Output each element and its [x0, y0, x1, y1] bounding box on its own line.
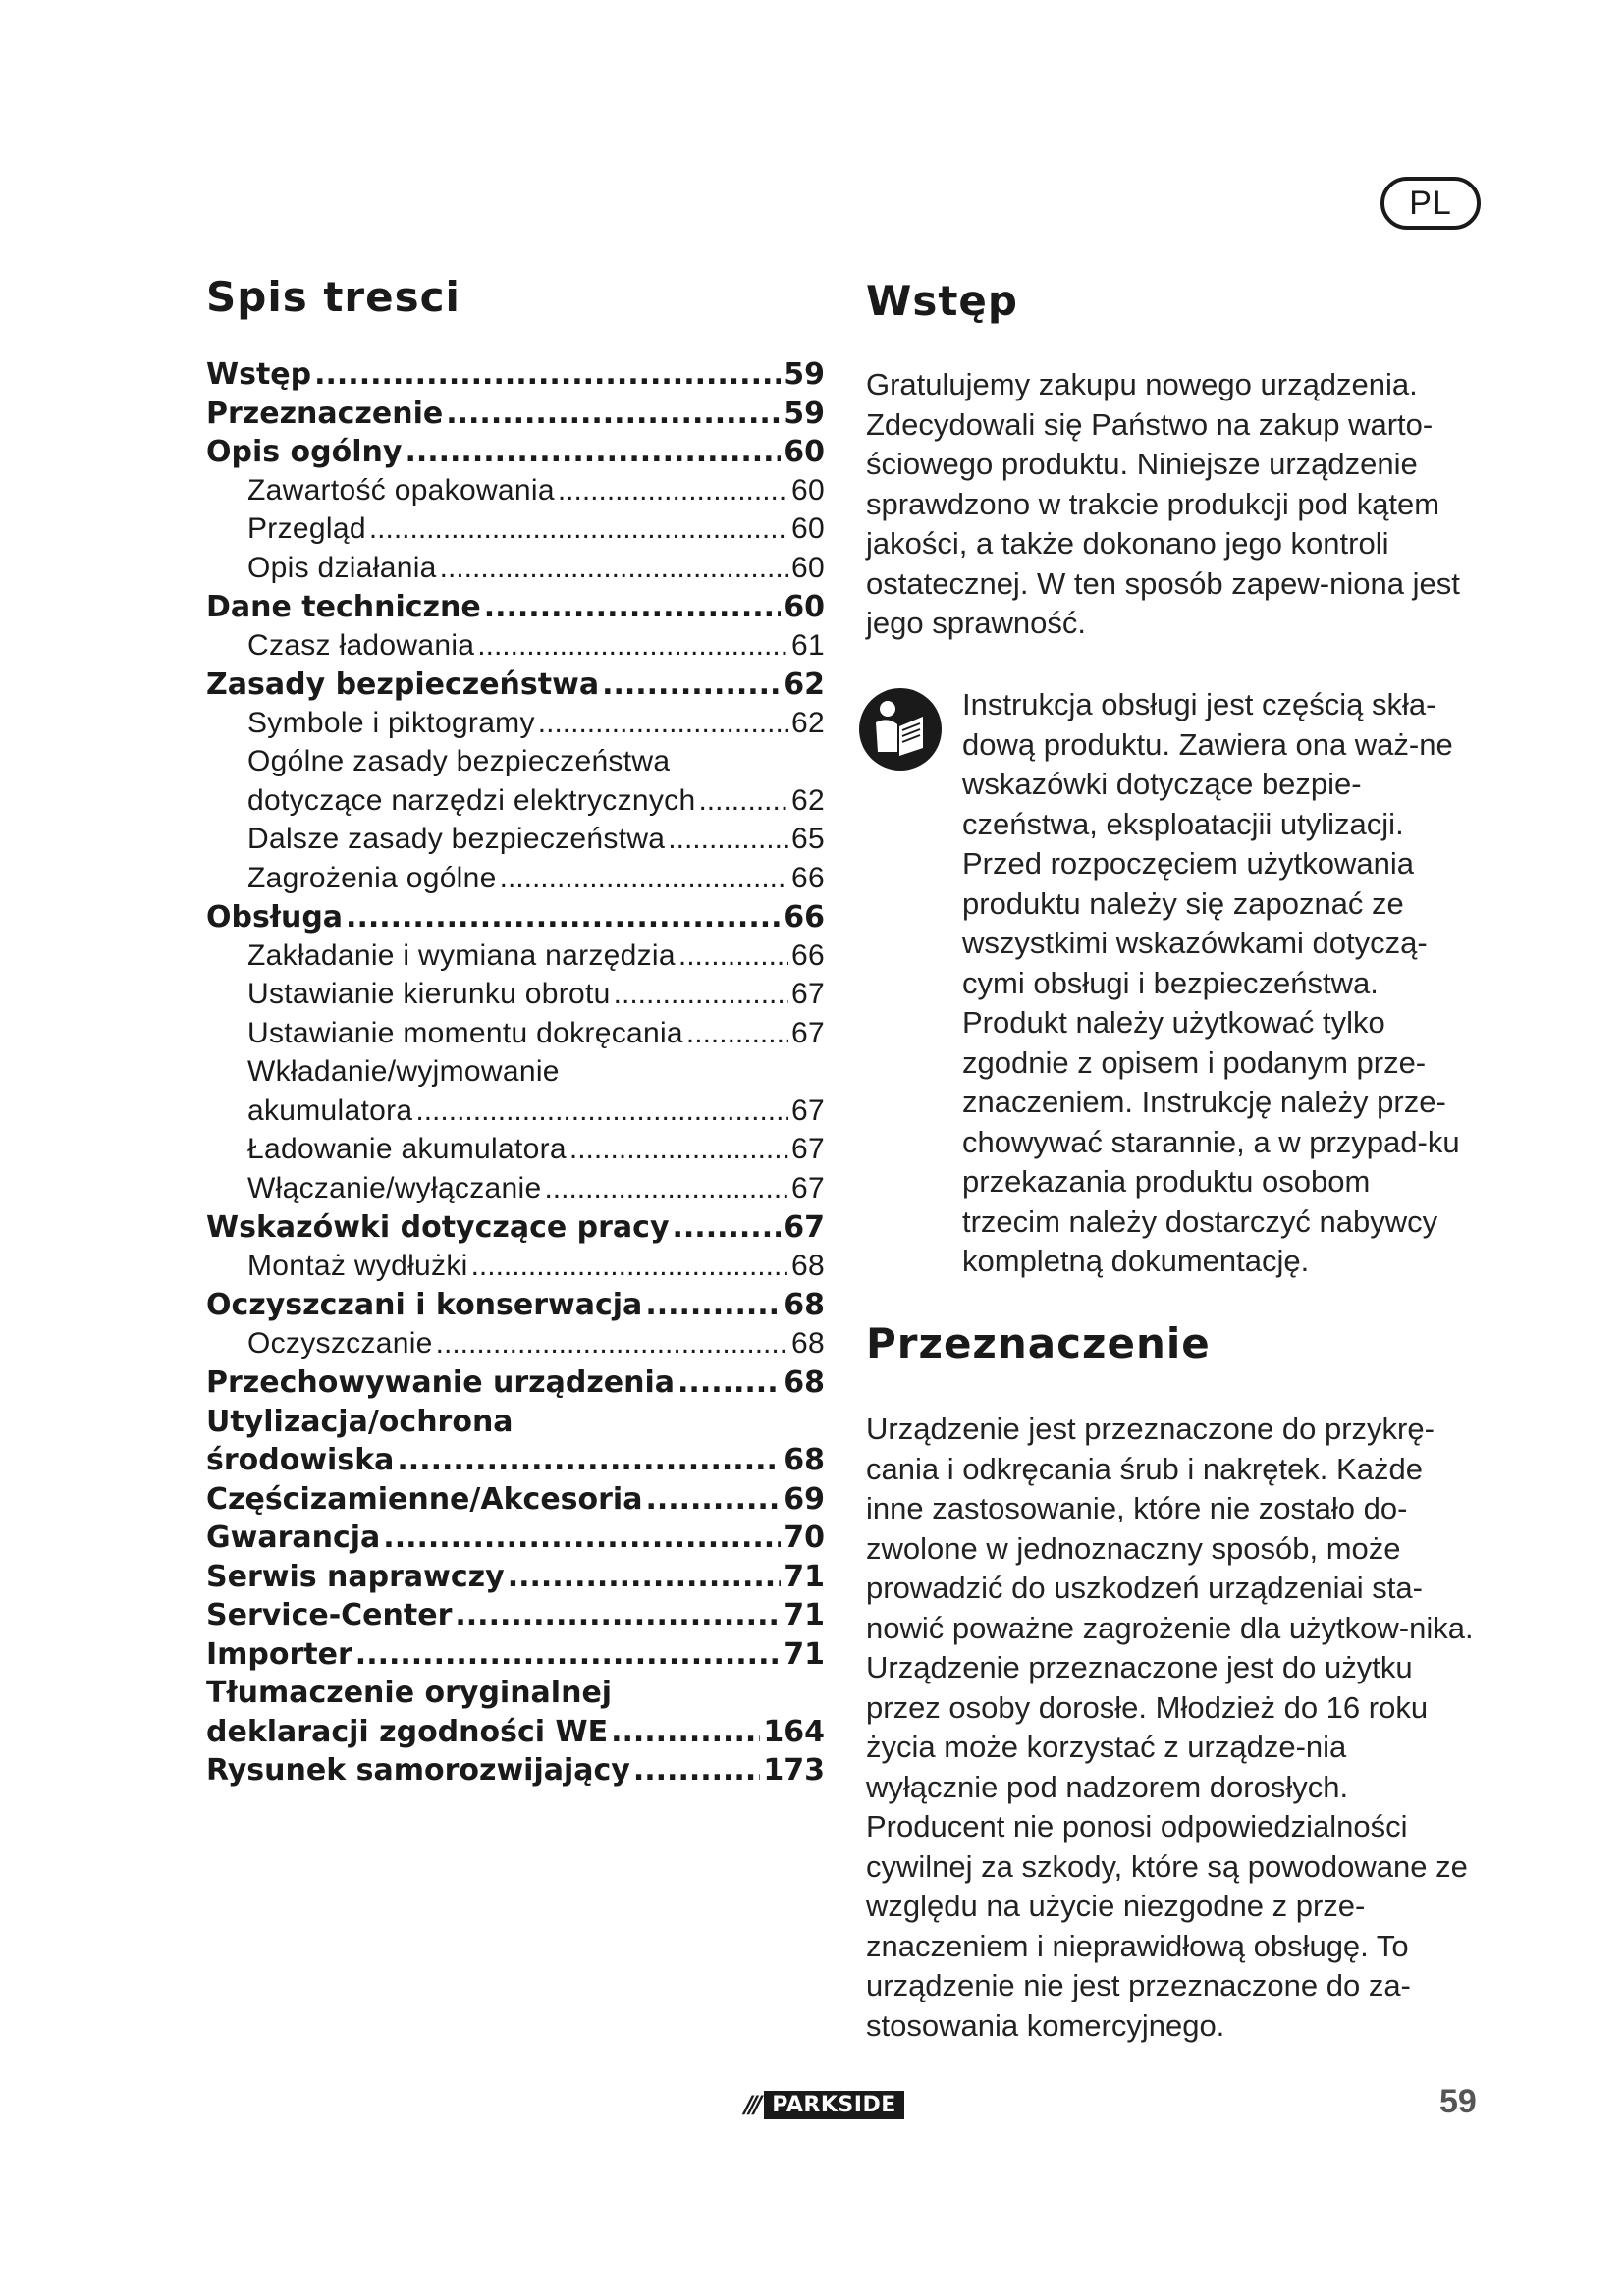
- toc-entry-page: 60: [784, 590, 825, 624]
- toc-leader-dots: [436, 1327, 788, 1361]
- toc-entry-page: 61: [791, 628, 825, 662]
- toc-leader-dots: [477, 629, 788, 663]
- toc-entry-page: 71: [784, 1559, 825, 1594]
- toc-leader-dots: [538, 707, 788, 740]
- toc-leader-dots: [569, 1133, 788, 1166]
- toc-entry: [206, 1637, 825, 1677]
- toc-entry-title: Rysunek samorozwijający: [206, 1753, 630, 1788]
- toc-entry-title: Włączanie/wyłączanie: [247, 1171, 542, 1204]
- toc-entry: [206, 1172, 825, 1211]
- toc-leader-dots: [668, 823, 788, 856]
- toc-entry-title: Przegląd: [247, 512, 366, 545]
- toc-entry-page: 68: [791, 1326, 825, 1360]
- toc-entry: [206, 900, 825, 939]
- toc-entry-title: Ładowanie akumulatora: [247, 1133, 567, 1165]
- toc-entry-title: Wkładanie/wyjmowanie: [247, 1055, 560, 1088]
- toc-leader-dots: [446, 397, 781, 431]
- toc-leader-dots: [455, 1598, 781, 1632]
- toc-entry-title: Częścizamienne/Akcesoria: [206, 1481, 643, 1517]
- toc-entry: [206, 1288, 825, 1327]
- toc-entry: [206, 1365, 825, 1405]
- toc-entry-title: Obsługa: [206, 900, 344, 934]
- toc-entry-title: Opis działania: [247, 551, 437, 584]
- toc-leader-dots: [602, 667, 781, 702]
- toc-entry-page: 62: [791, 706, 825, 739]
- toc-leader-dots: [383, 1521, 781, 1555]
- purpose-heading: Przeznaczenie: [866, 1319, 1211, 1367]
- toc-leader-dots: [645, 1482, 781, 1517]
- toc-entry-title: Wskazówki dotyczące pracy: [206, 1210, 670, 1245]
- toc-entry-page: 65: [791, 823, 825, 855]
- purpose-paragraph: Urządzenie jest przeznaczone do przykrę-cania i odkręcania śrub i nakrętek. Każde inne zastosowanie, które nie zostało do-zwolone w jednoznaczny sposób, może prowadzić do uszkodzeń urządzeniai sta-nowić poważne zagrożenie dla użytkow-nika. Urządzenie przeznaczone jest do użytku przez osoby dorosłe. Młodzież do 16 roku życia może korzystać z urządze-nia wyłącznie pod nadzorem dorosłych. Producent nie ponosi odpowiedzialności cywilnej za szkody, które są powodowane ze względu na użycie niezgodne z prze-znaczeniem i nieprawidłową obsługę. To urządzenie nie jest przeznaczone do za-stosowania komercyjnego.: [866, 1412, 1474, 2043]
- toc-entry-page: 67: [784, 1210, 825, 1245]
- toc-entry-page: 69: [784, 1481, 825, 1517]
- toc-entry: [206, 552, 825, 591]
- toc-entry-page: 71: [784, 1598, 825, 1632]
- brand-mark: ///: [744, 2091, 759, 2118]
- toc-entry: [206, 1327, 825, 1366]
- toc-entry-title: Service-Center: [206, 1598, 453, 1632]
- toc-entry-page: 67: [791, 978, 825, 1010]
- toc-entry-title: Serwis naprawczy: [206, 1559, 505, 1594]
- toc-leader-dots: [678, 939, 788, 973]
- toc-entry: [206, 1715, 825, 1754]
- toc-entry: [206, 357, 825, 397]
- toc-leader-dots: [558, 474, 788, 507]
- toc-entry-title: Ustawianie kierunku obrotu: [247, 978, 611, 1010]
- toc-entry-page: 66: [791, 938, 825, 972]
- toc-entry: [206, 1560, 825, 1599]
- toc-entry: [206, 1055, 825, 1095]
- toc-entry: [206, 474, 825, 513]
- toc-entry-page: 67: [791, 1016, 825, 1049]
- toc-entry-title: środowiska: [206, 1443, 395, 1477]
- toc-entry-page: 66: [791, 861, 825, 894]
- toc-leader-dots: [471, 1250, 788, 1283]
- toc-entry-title: Dane techniczne: [206, 590, 481, 624]
- toc-entry-page: 60: [791, 473, 825, 507]
- toc-entry-title: Czasz ładowania: [247, 628, 475, 662]
- toc-leader-dots: [405, 435, 781, 469]
- toc-entry: [206, 1676, 825, 1715]
- toc-entry-page: 68: [784, 1443, 825, 1477]
- toc-entry: [206, 1017, 825, 1056]
- toc-entry-title: Zasady bezpieczeństwa: [206, 667, 600, 702]
- toc-entry-title: deklaracji zgodności WE: [206, 1714, 609, 1749]
- toc-entry-title: Dalsze zasady bezpieczeństwa: [247, 823, 666, 855]
- toc-leader-dots: [611, 1715, 760, 1749]
- toc-entry: [206, 978, 825, 1017]
- toc-entry-title: Oczyszczanie: [247, 1326, 433, 1360]
- toc-leader-dots: [346, 900, 781, 934]
- parkside-logo: [744, 2089, 904, 2120]
- manual-reading-icon: [858, 687, 943, 772]
- toc-entry-title: dotyczące narzędzi elektrycznych: [247, 783, 696, 817]
- toc-entry-title: Ogólne zasady bezpieczeństwa: [247, 745, 671, 777]
- toc-entry-title: Opis ogólny: [206, 435, 403, 469]
- toc-leader-dots: [698, 784, 788, 818]
- toc-leader-dots: [314, 357, 781, 392]
- toc-entry: [206, 1095, 825, 1134]
- toc-entry: [206, 1753, 825, 1792]
- toc-entry: [206, 1598, 825, 1637]
- toc-leader-dots: [355, 1637, 781, 1672]
- toc-entry: [206, 590, 825, 629]
- toc-leader-dots: [500, 862, 788, 895]
- toc-leader-dots: [484, 590, 782, 624]
- toc-entry-page: 67: [791, 1133, 825, 1165]
- toc-entry: [206, 823, 825, 862]
- toc-entry: [206, 1482, 825, 1522]
- toc-entry: [206, 1405, 825, 1444]
- toc-entry-title: Montaż wydłużki: [247, 1249, 468, 1282]
- table-of-contents: [206, 357, 825, 1792]
- toc-entry: [206, 1250, 825, 1289]
- toc-entry-page: 68: [784, 1365, 825, 1400]
- toc-entry-title: Ustawianie momentu dokręcania: [247, 1016, 683, 1049]
- toc-leader-dots: [397, 1443, 781, 1477]
- toc-entry-title: Gwarancja: [206, 1521, 381, 1555]
- toc-leader-dots: [544, 1172, 788, 1205]
- toc-entry: [206, 1210, 825, 1250]
- toc-entry-title: Zagrożenia ogólne: [247, 861, 497, 894]
- toc-title: Spis tresci: [206, 273, 460, 321]
- toc-entry: [206, 707, 825, 746]
- toc-leader-dots: [369, 512, 788, 546]
- toc-entry: [206, 397, 825, 436]
- intro-paragraph: Gratulujemy zakupu nowego urządzenia. Zdecydowali się Państwo na zakup warto-ściowego produktu. Niniejsze urządzenie sprawdzono w trakcie produkcji pod kątem jakości, a także dokonano jego kontroli ostatecznej. W ten sposób zapew-niona jest jego sprawność.: [866, 367, 1460, 640]
- toc-leader-dots: [673, 1210, 782, 1245]
- toc-entry: [206, 1133, 825, 1172]
- intro-heading: Wstęp: [866, 277, 1018, 325]
- toc-entry-title: Przeznaczenie: [206, 396, 444, 431]
- brand-name: PARKSIDE: [764, 2091, 903, 2119]
- toc-entry-page: 68: [791, 1249, 825, 1282]
- toc-entry-page: 60: [791, 512, 825, 545]
- toc-entry-page: 60: [791, 551, 825, 584]
- safety-note-paragraph: Instrukcja obsługi jest częścią skła-dową produktu. Zawiera ona waż-ne wskazówki dotyczące bezpie-czeństwa, eksploatacjii utylizacji. Przed rozpoczęciem użytkowania produktu należy się zapoznać ze wszystkimi wskazówkami dotyczą-cymi obsługi i bezpieczeństwa. Produkt należy użytkować tylko zgodnie z opisem i podanym prze-znaczeniem. Instrukcję należy prze-chowywać starannie, a w przypad-ku przekazania produktu osobom trzecim należy dostarczyć nabywcy kompletną dokumentację.: [962, 687, 1460, 1278]
- toc-entry: [206, 862, 825, 901]
- toc-leader-dots: [415, 1095, 788, 1128]
- toc-entry: [206, 667, 825, 707]
- toc-entry-page: 62: [784, 667, 825, 702]
- toc-entry: [206, 1443, 825, 1482]
- page-number: 59: [1439, 2083, 1477, 2120]
- toc-entry-title: Tłumaczenie oryginalnej: [206, 1676, 613, 1710]
- toc-entry: [206, 784, 825, 824]
- toc-leader-dots: [440, 552, 788, 585]
- toc-entry-title: Zakładanie i wymiana narzędzia: [247, 938, 676, 972]
- toc-entry: [206, 745, 825, 784]
- toc-entry-page: 67: [791, 1171, 825, 1204]
- toc-entry-title: Przechowywanie urządzenia: [206, 1365, 676, 1400]
- toc-entry-page: 67: [791, 1094, 825, 1127]
- toc-entry-page: 173: [763, 1753, 825, 1788]
- toc-entry-title: Oczyszczani i konserwacja: [206, 1288, 643, 1322]
- toc-entry-page: 66: [784, 900, 825, 934]
- toc-entry: [206, 629, 825, 668]
- toc-entry-page: 62: [791, 783, 825, 817]
- toc-entry: [206, 435, 825, 474]
- toc-entry: [206, 939, 825, 979]
- toc-leader-dots: [686, 1017, 788, 1050]
- toc-entry: [206, 1521, 825, 1560]
- toc-leader-dots: [645, 1288, 781, 1322]
- toc-leader-dots: [508, 1560, 782, 1594]
- toc-entry-title: akumulatora: [247, 1094, 413, 1127]
- toc-entry-page: 59: [784, 357, 825, 392]
- toc-entry-title: Symbole i piktogramy: [247, 706, 535, 739]
- toc-entry-title: Importer: [206, 1636, 352, 1672]
- toc-entry-page: 70: [784, 1521, 825, 1555]
- toc-entry: [206, 512, 825, 552]
- language-badge: PL: [1380, 177, 1481, 230]
- toc-entry-page: 59: [784, 396, 825, 431]
- toc-entry-title: Utylizacja/ochrona: [206, 1404, 514, 1439]
- toc-leader-dots: [633, 1753, 761, 1788]
- toc-entry-title: Wstęp: [206, 357, 312, 392]
- toc-leader-dots: [614, 978, 788, 1011]
- toc-entry-page: 68: [784, 1288, 825, 1322]
- toc-entry-page: 60: [784, 435, 825, 469]
- toc-entry-page: 164: [763, 1714, 825, 1749]
- toc-leader-dots: [677, 1365, 781, 1400]
- toc-entry-page: 71: [784, 1636, 825, 1672]
- toc-entry-title: Zawartość opakowania: [247, 473, 555, 507]
